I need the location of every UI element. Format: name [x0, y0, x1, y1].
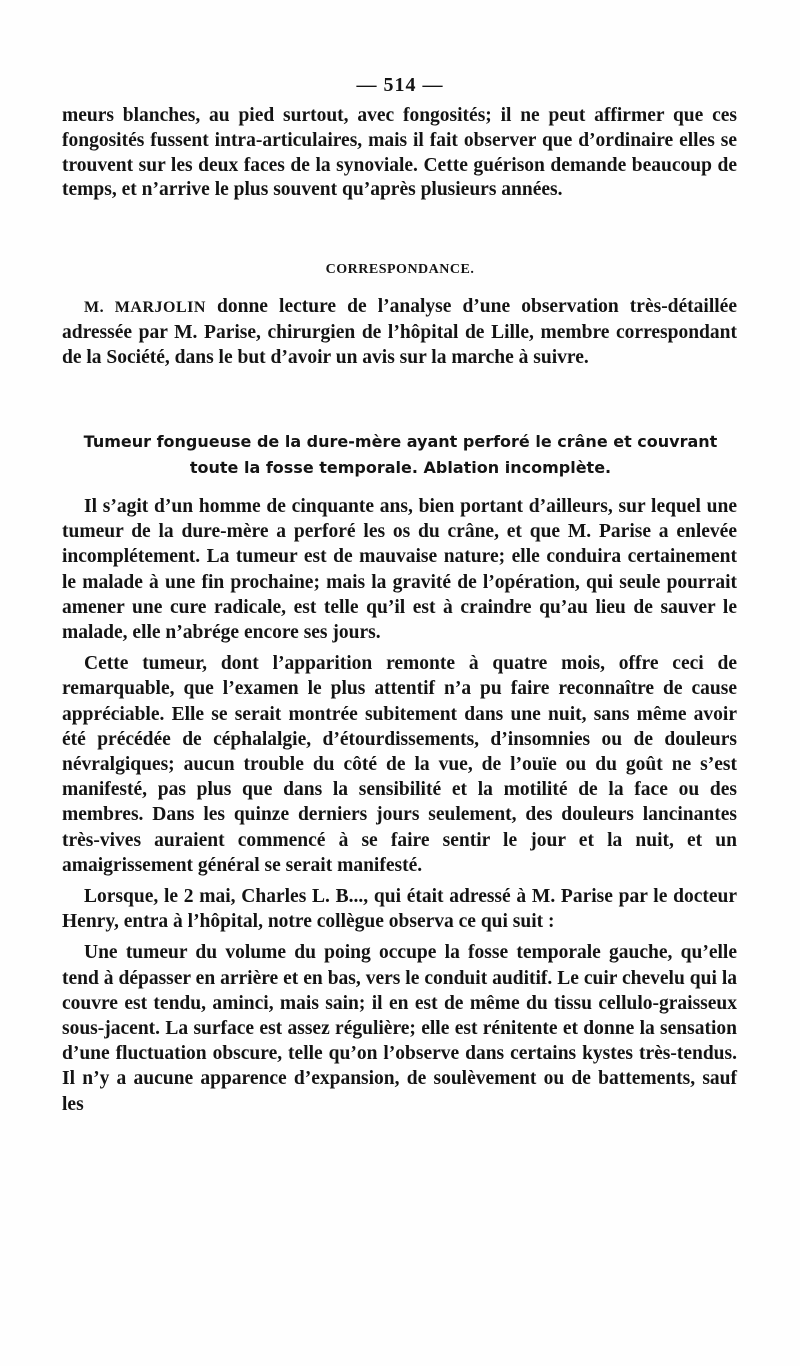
article-paragraph: Lorsque, le 2 mai, Charles L. B..., qui était adressé à M. Parise par le docteur Henry, entra à l’hôpital, notre collègue observa ce qui suit : [62, 886, 737, 933]
correspondence-paragraph [62, 295, 737, 370]
section-heading: CORRESPONDANCE. [325, 262, 475, 277]
article-paragraph: Cette tumeur, dont l’apparition remonte à quatre mois, offre ceci de remarquable, que l’examen le plus attentif n’a pu faire reconnaître de cause appréciable. Elle se serait montrée subitement dans une nuit, sans même avoir été précédée de céphalalgie, d’étourdissements, d’insomnies ou de douleurs névralgiques; aucun trouble du côté de la vue, de l’ouïe ou du goût ne s’est manifesté, pas plus que dans la sensibilité et la motilité de la face ou des membres. Dans les quinze derniers jours seulement, des douleurs lancinantes très-vives auraient commencé à se faire sentir le jour et la nuit, et un amaigrissement général se serait manifesté. [62, 653, 737, 876]
continuation-paragraph [62, 104, 737, 203]
article-paragraph: Une tumeur du volume du poing occupe la fosse temporale gauche, qu’elle tend à dépasser en arrière et en bas, vers le conduit auditif. Le cuir chevelu qui la couvre est tendu, aminci, mais sain; il en est de même du tissu cellulo-graisseux sous-jacent. La surface est assez régulière; elle est rénitente et donne la sensation d’une fluctuation obscure, telle qu’on l’observe dans certains kystes très-tendus. Il n’y a aucune apparence d’expansion, de soulèvement ou de battements, sauf les [62, 942, 737, 1115]
page-number: — 514 — [356, 74, 444, 96]
article-paragraph: Il s’agit d’un homme de cinquante ans, bien portant d’ailleurs, sur lequel une tumeur de la dure-mère a perforé les os du crâne, et que M. Parise a enlevée incomplétement. La tumeur est de mauvaise nature; elle conduira certainement le malade à une fin prochaine; mais la gravité de l’opération, qui seule pourrait amener une cure radicale, est telle qu’il est à craindre qu’au lieu de sauver le malade, elle n’abrége encore ses jours. [62, 496, 737, 644]
correspondence-text: donne lecture de l’analyse d’une observation très-détaillée adressée par M. Parise, chirurgien de l’hôpital de Lille, membre correspondant de la Société, dans le but d’avoir un avis sur la marche à suivre. [62, 296, 737, 368]
correspondence-author: M. MARJOLIN [84, 299, 206, 316]
continuation-text: meurs blanches, au pied surtout, avec fongosités; il ne peut affirmer que ces fongosités fussent intra-articulaires, mais il fait observer que d’ordinaire elles se trouvent sur les deux faces de la synoviale. Cette guérison demande beaucoup de temps, et n’arrive le plus souvent qu’après plusieurs années. [62, 105, 737, 201]
article-title: Tumeur fongueuse de la dure-mère ayant perforé le crâne et couvrant toute la fosse temporale. Ablation incomplète. [83, 432, 718, 477]
article-body [62, 494, 737, 1117]
